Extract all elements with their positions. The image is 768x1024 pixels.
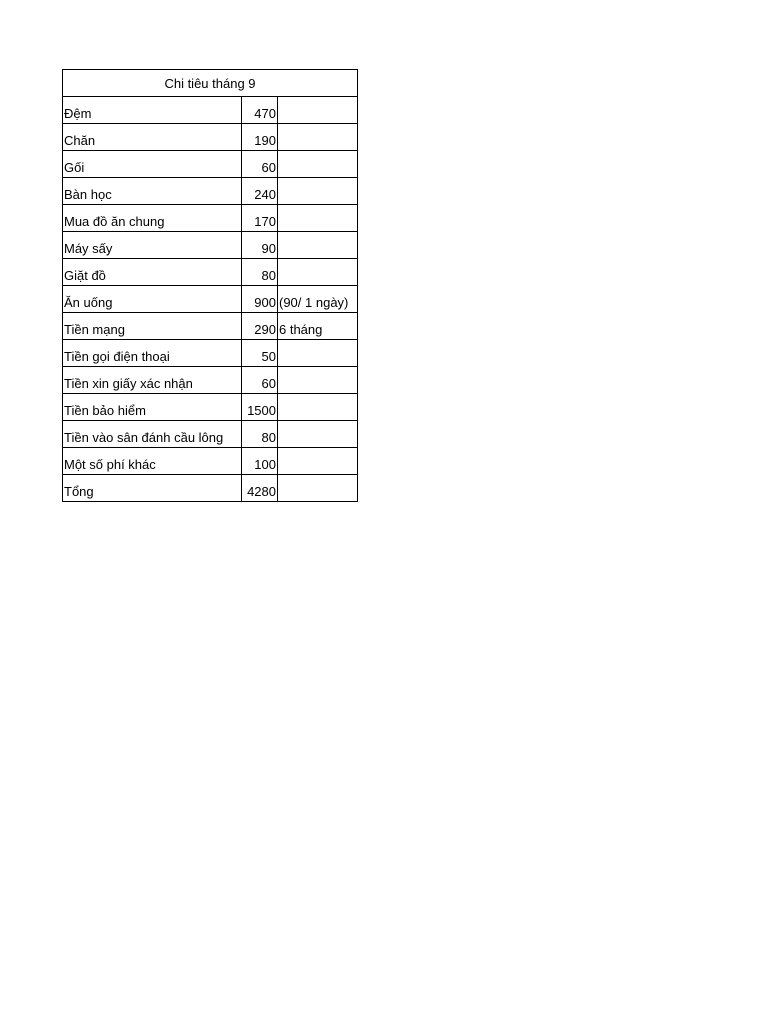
row-label-cell[interactable] <box>63 232 242 259</box>
row-note-cell[interactable] <box>278 259 358 286</box>
row-label-cell[interactable] <box>63 286 242 313</box>
row-note-cell[interactable] <box>278 340 358 367</box>
row-label-cell[interactable] <box>63 313 242 340</box>
row-amount: 190 <box>254 133 276 148</box>
row-label: Chăn <box>64 133 96 148</box>
row-amount: 60 <box>261 376 276 391</box>
row-amount-cell[interactable] <box>242 421 278 448</box>
row-amount-cell[interactable] <box>242 367 278 394</box>
row-amount-cell[interactable] <box>242 124 278 151</box>
table-title: Chi tiêu tháng 9 <box>63 70 358 97</box>
row-note-cell[interactable] <box>278 178 358 205</box>
row-amount: 900 <box>254 295 276 310</box>
row-note-cell[interactable] <box>278 97 358 124</box>
row-note: (90/ 1 ngày) <box>279 295 349 310</box>
table-row <box>63 475 358 502</box>
row-amount: 470 <box>254 106 276 121</box>
row-note-cell[interactable] <box>278 151 358 178</box>
row-label-cell[interactable] <box>63 124 242 151</box>
row-label: Tiền mạng <box>64 322 125 337</box>
row-label: Tiền vào sân đánh cầu lông <box>64 430 224 445</box>
row-label-cell[interactable] <box>63 448 242 475</box>
expense-table <box>62 69 358 502</box>
table-row <box>63 97 358 124</box>
row-note-cell[interactable] <box>278 205 358 232</box>
row-amount: 60 <box>261 160 276 175</box>
row-note-cell[interactable] <box>278 367 358 394</box>
row-amount-cell[interactable] <box>242 97 278 124</box>
row-amount: 80 <box>261 430 276 445</box>
table-row <box>63 367 358 394</box>
row-label: Giặt đồ <box>64 268 106 283</box>
row-amount-cell[interactable] <box>242 340 278 367</box>
row-label-cell[interactable] <box>63 97 242 124</box>
row-amount-cell[interactable] <box>242 178 278 205</box>
row-note-cell[interactable] <box>278 394 358 421</box>
row-amount: 170 <box>254 214 276 229</box>
row-label-cell[interactable] <box>63 475 242 502</box>
row-amount-cell[interactable] <box>242 151 278 178</box>
row-label: Một số phí khác <box>64 457 156 472</box>
row-label: Tổng <box>64 484 94 499</box>
table-row <box>63 448 358 475</box>
row-note-cell[interactable] <box>278 232 358 259</box>
row-amount-cell[interactable] <box>242 232 278 259</box>
row-label: Bàn học <box>64 187 112 202</box>
row-label-cell[interactable] <box>63 367 242 394</box>
row-label-cell[interactable] <box>63 205 242 232</box>
row-amount-cell[interactable] <box>242 475 278 502</box>
row-label: Gối <box>64 160 85 175</box>
row-label-cell[interactable] <box>63 394 242 421</box>
row-note-cell[interactable] <box>278 448 358 475</box>
table-row <box>63 124 358 151</box>
table-row <box>63 313 358 340</box>
row-label: Máy sấy <box>64 241 113 256</box>
row-label: Tiền gọi điện thoại <box>64 349 170 364</box>
row-amount-cell[interactable] <box>242 394 278 421</box>
row-label-cell[interactable] <box>63 178 242 205</box>
row-label: Đệm <box>64 106 92 121</box>
table-row <box>63 205 358 232</box>
row-amount-cell[interactable] <box>242 259 278 286</box>
row-amount-cell[interactable] <box>242 286 278 313</box>
row-label-cell[interactable] <box>63 259 242 286</box>
row-amount: 50 <box>261 349 276 364</box>
row-note: 6 tháng <box>279 322 323 337</box>
row-note-cell[interactable] <box>278 313 358 340</box>
expense-table-body <box>63 70 358 502</box>
row-note-cell[interactable] <box>278 124 358 151</box>
row-amount-cell[interactable] <box>242 313 278 340</box>
row-amount-cell[interactable] <box>242 448 278 475</box>
row-note-cell[interactable] <box>278 421 358 448</box>
row-amount: 90 <box>261 241 276 256</box>
row-label-cell[interactable] <box>63 421 242 448</box>
table-row <box>63 340 358 367</box>
table-row <box>63 286 358 313</box>
table-title-row <box>63 70 358 97</box>
row-amount: 80 <box>261 268 276 283</box>
row-amount: 4280 <box>247 484 276 499</box>
table-row <box>63 394 358 421</box>
table-row <box>63 151 358 178</box>
row-label: Ăn uống <box>64 295 113 310</box>
row-amount: 100 <box>254 457 276 472</box>
table-row <box>63 421 358 448</box>
row-amount-cell[interactable] <box>242 205 278 232</box>
row-amount: 240 <box>254 187 276 202</box>
row-note-cell[interactable] <box>278 475 358 502</box>
table-row <box>63 232 358 259</box>
table-row <box>63 259 358 286</box>
row-label: Tiền bảo hiểm <box>64 403 146 418</box>
row-note-cell[interactable] <box>278 286 358 313</box>
spreadsheet-page <box>62 69 358 502</box>
row-label-cell[interactable] <box>63 340 242 367</box>
row-label: Tiền xin giấy xác nhận <box>64 376 193 391</box>
row-label: Mua đồ ăn chung <box>64 214 165 229</box>
row-amount: 1500 <box>247 403 276 418</box>
row-label-cell[interactable] <box>63 151 242 178</box>
table-row <box>63 178 358 205</box>
row-amount: 290 <box>254 322 276 337</box>
